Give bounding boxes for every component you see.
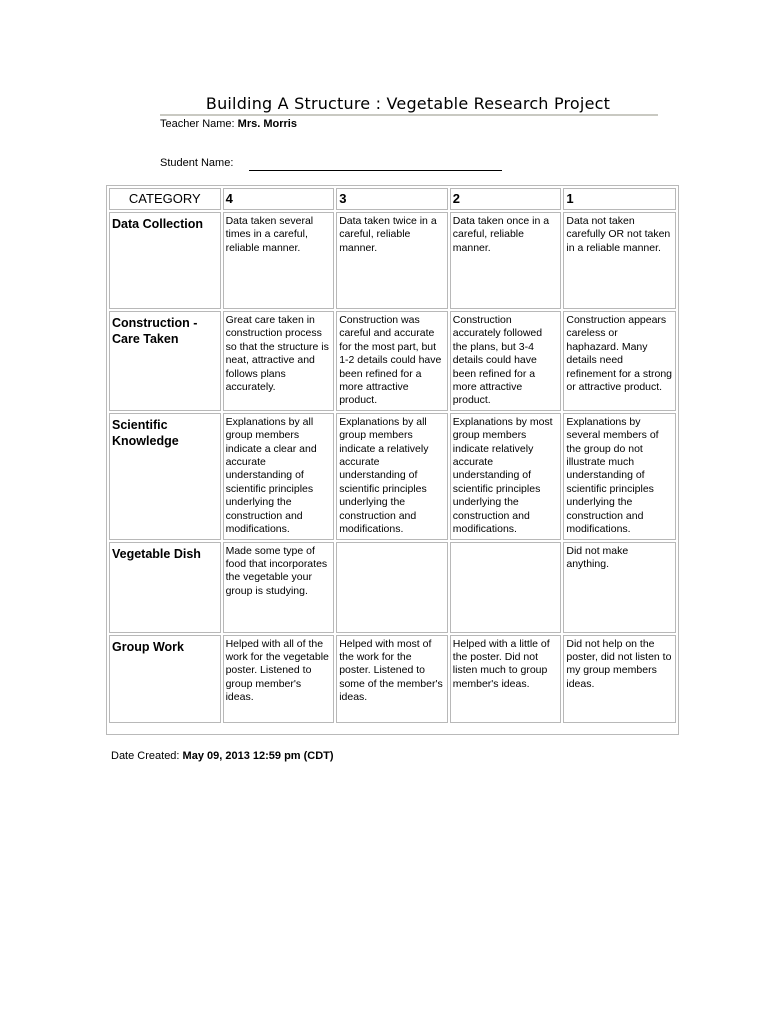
rubric-row-group-work bbox=[109, 635, 676, 723]
rubric-cell: Construction accurately followed the plans, but 3-4 details could have been refined for a more attractive product. bbox=[450, 311, 562, 411]
student-label: Student Name: bbox=[160, 157, 234, 169]
rubric-cell: Did not help on the poster, did not listen to my group members ideas. bbox=[563, 635, 676, 723]
rubric-row-vegetable-dish bbox=[109, 542, 676, 633]
teacher-name: Mrs. Morris bbox=[237, 118, 297, 130]
rubric-row-scientific-knowledge bbox=[109, 413, 676, 540]
rubric-cell: Data taken twice in a careful, reliable manner. bbox=[336, 212, 448, 309]
rubric-cell: Explanations by several members of the group do not illustrate much understanding of scientific principles underlying the construction and modifications. bbox=[563, 413, 676, 540]
student-name-blank bbox=[249, 161, 502, 171]
rubric-cell: Made some type of food that incorporates the vegetable your group is studying. bbox=[223, 542, 335, 633]
rubric-cell: Data taken once in a careful, reliable manner. bbox=[450, 212, 562, 309]
rubric-cell bbox=[450, 542, 562, 633]
rubric-cell: Data not taken carefully OR not taken in a reliable manner. bbox=[563, 212, 676, 309]
rubric-cell: Explanations by most group members indicate relatively accurate understanding of scientific principles underlying the construction and modifications. bbox=[450, 413, 562, 540]
header-score-4: 4 bbox=[223, 188, 335, 210]
rubric-cell: Explanations by all group members indicate a relatively accurate understanding of scientific principles underlying the construction and modifications. bbox=[336, 413, 448, 540]
criterion-label: Scientific Knowledge bbox=[109, 413, 221, 540]
rubric-row-data-collection bbox=[109, 212, 676, 309]
rubric-cell: Helped with all of the work for the vegetable poster. Listened to group member's ideas. bbox=[223, 635, 335, 723]
criterion-label: Data Collection bbox=[109, 212, 221, 309]
criterion-label: Group Work bbox=[109, 635, 221, 723]
title-divider bbox=[160, 114, 658, 116]
criterion-label: Construction - Care Taken bbox=[109, 311, 221, 411]
header-category: CATEGORY bbox=[109, 188, 221, 210]
rubric-cell: Great care taken in construction process so that the structure is neat, attractive and follows plans accurately. bbox=[223, 311, 335, 411]
date-created-label: Date Created: bbox=[111, 750, 180, 762]
rubric-cell: Data taken several times in a careful, reliable manner. bbox=[223, 212, 335, 309]
header-score-1: 1 bbox=[563, 188, 676, 210]
rubric-row-construction bbox=[109, 311, 676, 411]
header-score-3: 3 bbox=[336, 188, 448, 210]
criterion-label: Vegetable Dish bbox=[109, 542, 221, 633]
date-created-line bbox=[111, 750, 334, 762]
teacher-label: Teacher Name: bbox=[160, 118, 235, 130]
rubric-cell: Construction appears careless or haphazard. Many details need refinement for a strong or attractive product. bbox=[563, 311, 676, 411]
header-score-2: 2 bbox=[450, 188, 562, 210]
rubric-cell: Helped with most of the work for the poster. Listened to some of the member's ideas. bbox=[336, 635, 448, 723]
rubric-cell: Helped with a little of the poster. Did not listen much to group member's ideas. bbox=[450, 635, 562, 723]
rubric-cell: Explanations by all group members indicate a clear and accurate understanding of scientific principles underlying the construction and modifications. bbox=[223, 413, 335, 540]
teacher-line bbox=[160, 118, 297, 130]
rubric-cell bbox=[336, 542, 448, 633]
rubric-cell: Did not make anything. bbox=[563, 542, 676, 633]
page-title: Building A Structure : Vegetable Research Project bbox=[205, 94, 611, 113]
rubric-cell: Construction was careful and accurate for the most part, but 1-2 details could have been refined for a more attractive product. bbox=[336, 311, 448, 411]
date-created-value: May 09, 2013 12:59 pm (CDT) bbox=[182, 750, 334, 762]
rubric-table bbox=[106, 185, 679, 735]
rubric-header-row bbox=[109, 188, 676, 210]
